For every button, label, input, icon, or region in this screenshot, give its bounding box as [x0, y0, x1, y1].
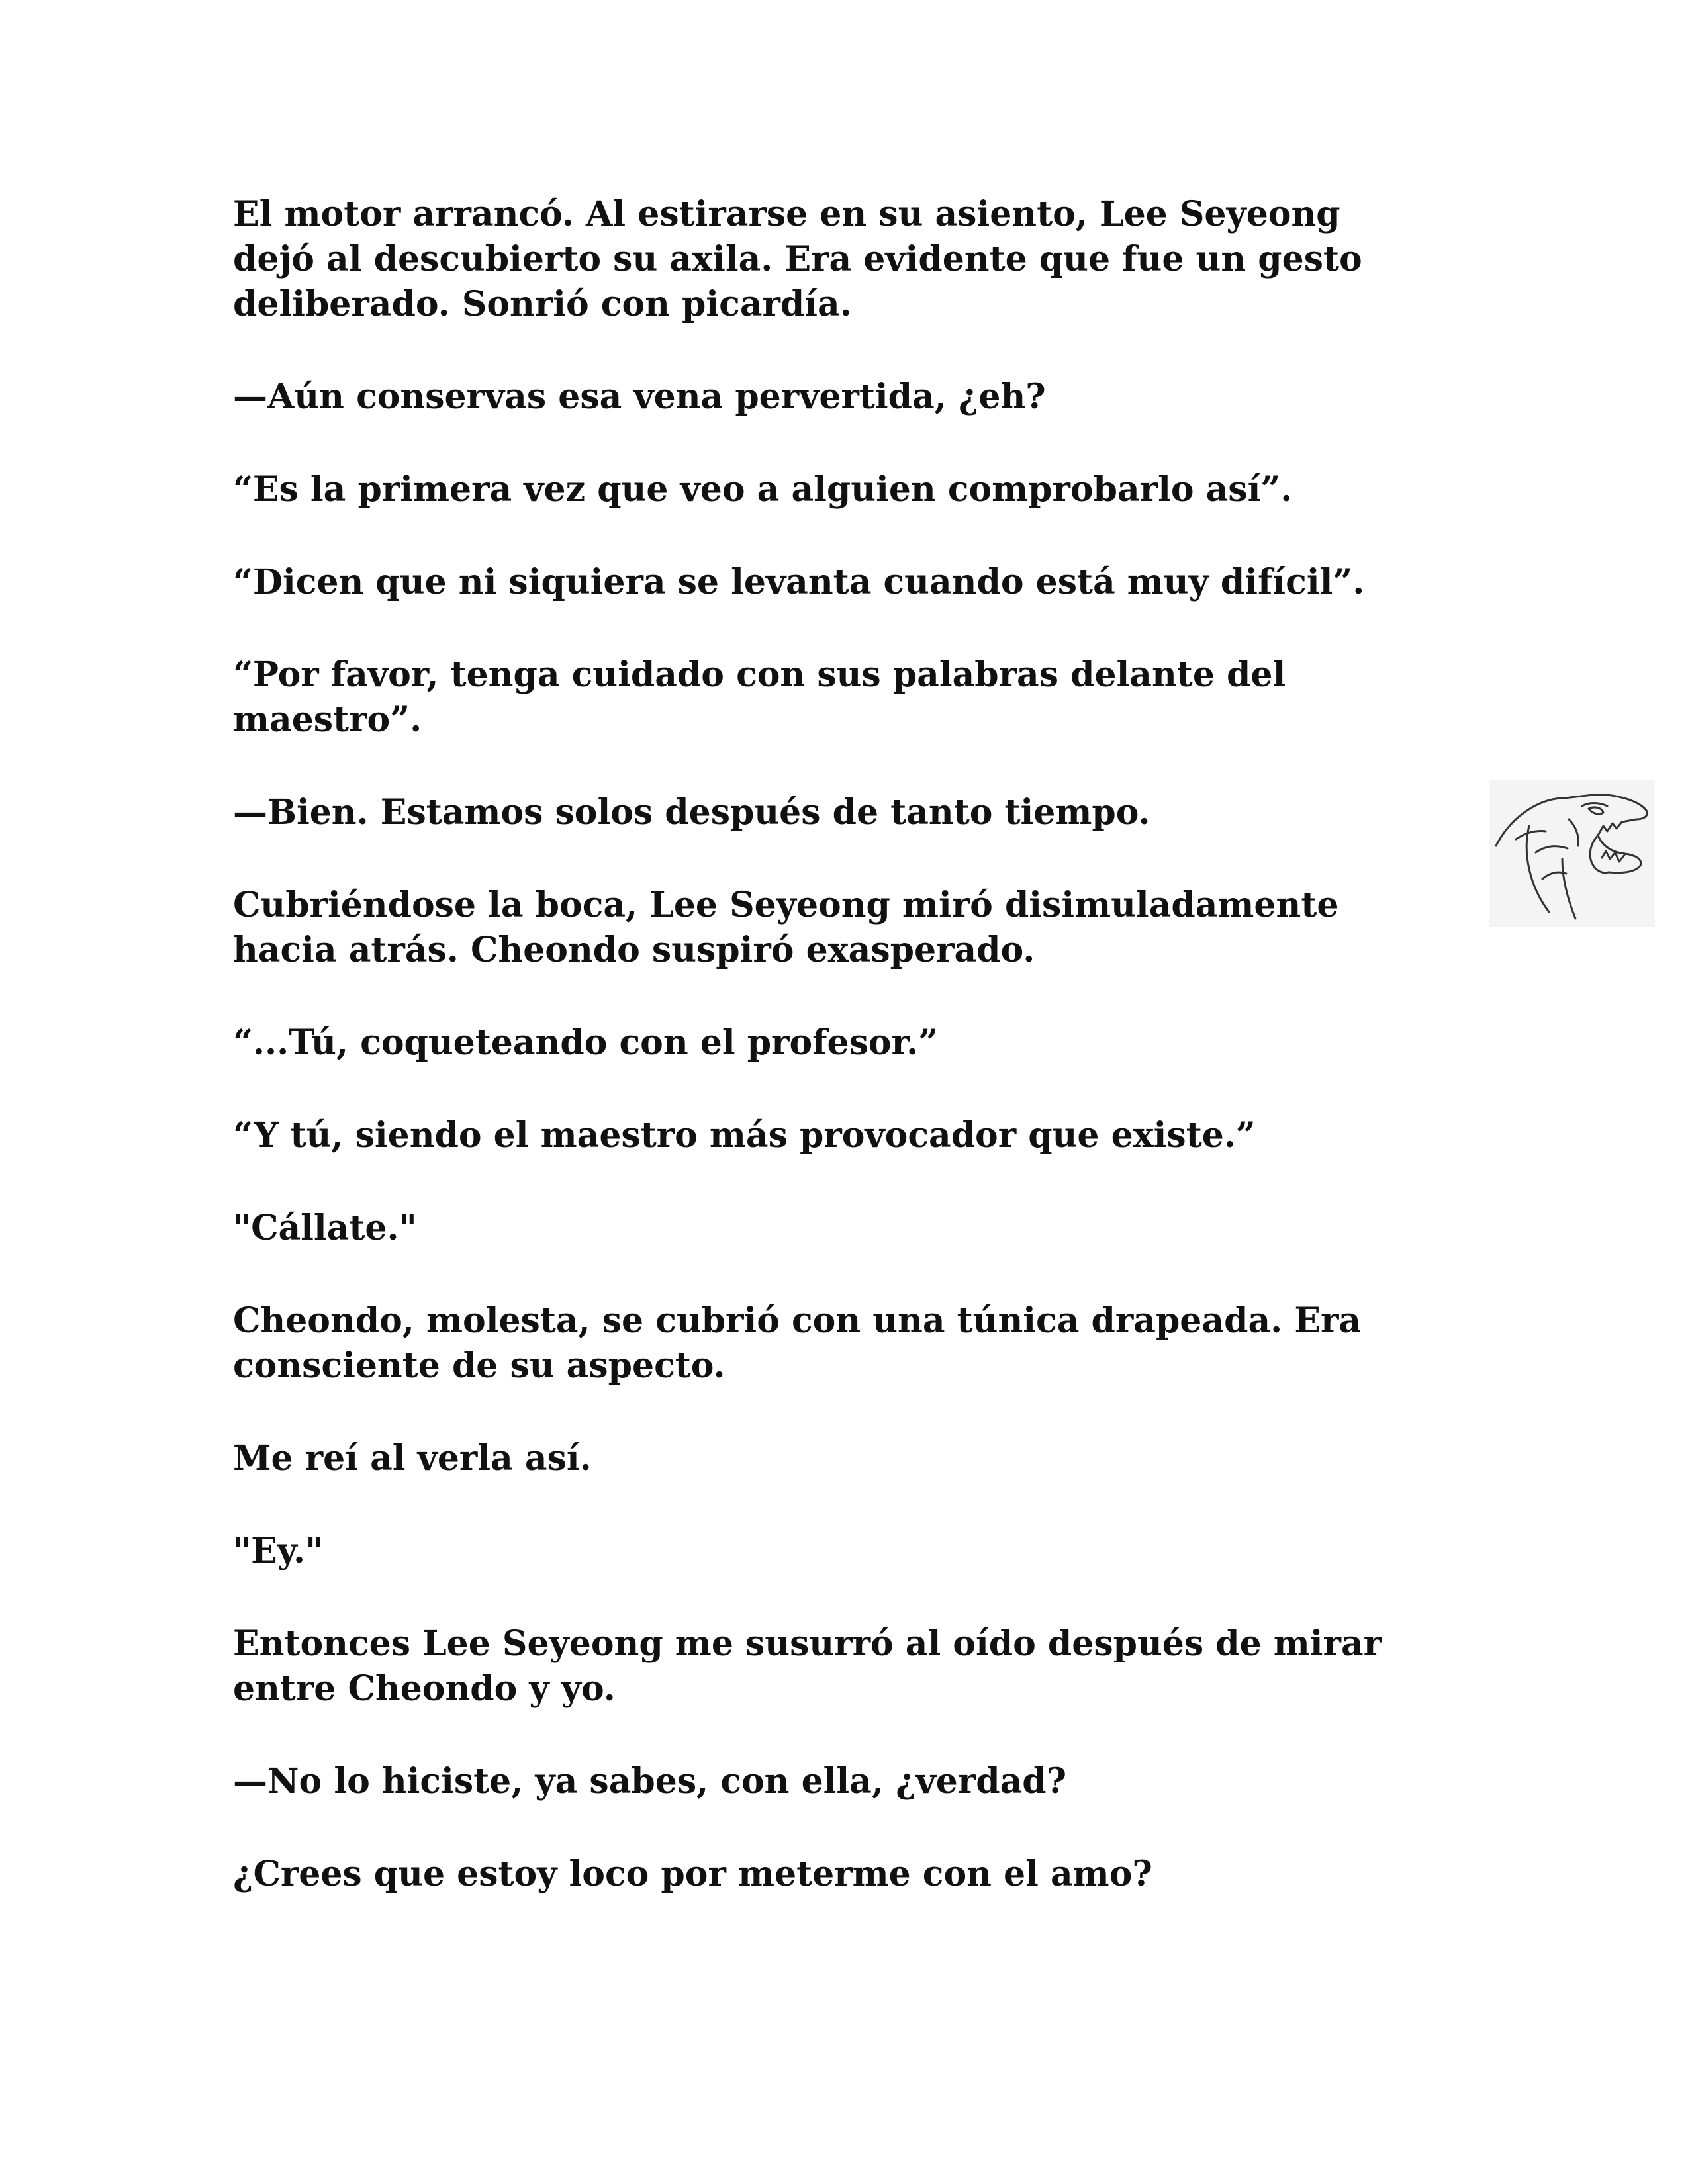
paragraph-6: —Bien. Estamos solos después de tanto tiempo. — [233, 792, 1150, 833]
paragraph-7: Cubriéndose la boca, Lee Seyeong miró disimuladamente hacia atrás. Cheondo suspiró exasperado. — [233, 885, 1339, 970]
paragraph-14: Entonces Lee Seyeong me susurró al oído después de mirar entre Cheondo y yo. — [233, 1623, 1382, 1709]
paragraph-5: “Por favor, tenga cuidado con sus palabras delante del maestro”. — [233, 655, 1286, 740]
paragraph-15: —No lo hiciste, ya sabes, con ella, ¿verdad? — [233, 1761, 1067, 1801]
document-body — [233, 192, 1425, 1944]
paragraph-3: “Es la primera vez que veo a alguien comprobarlo así”. — [233, 469, 1293, 510]
paragraph-8: “...Tú, coqueteando con el profesor.” — [233, 1023, 939, 1063]
paragraph-11: Cheondo, molesta, se cubrió con una túnica drapeada. Era consciente de su aspecto. — [233, 1300, 1362, 1386]
dinosaur-sketch-icon — [1489, 780, 1655, 927]
paragraph-10: "Cállate." — [233, 1208, 417, 1248]
paragraph-4: “Dicen que ni siquiera se levanta cuando está muy difícil”. — [233, 562, 1365, 602]
paragraph-13: "Ey." — [233, 1531, 324, 1571]
paragraph-16: ¿Crees que estoy loco por meterme con el amo? — [233, 1854, 1152, 1894]
paragraph-12: Me reí al verla así. — [233, 1438, 592, 1479]
paragraph-1: El motor arrancó. Al estirarse en su asiento, Lee Seyeong dejó al descubierto su axila. Era evidente que fue un gesto deliberado. Sonrió con picardía. — [233, 194, 1362, 324]
paragraph-2: —Aún conservas esa vena pervertida, ¿eh? — [233, 377, 1046, 417]
paragraph-9: “Y tú, siendo el maestro más provocador que existe.” — [233, 1115, 1256, 1156]
